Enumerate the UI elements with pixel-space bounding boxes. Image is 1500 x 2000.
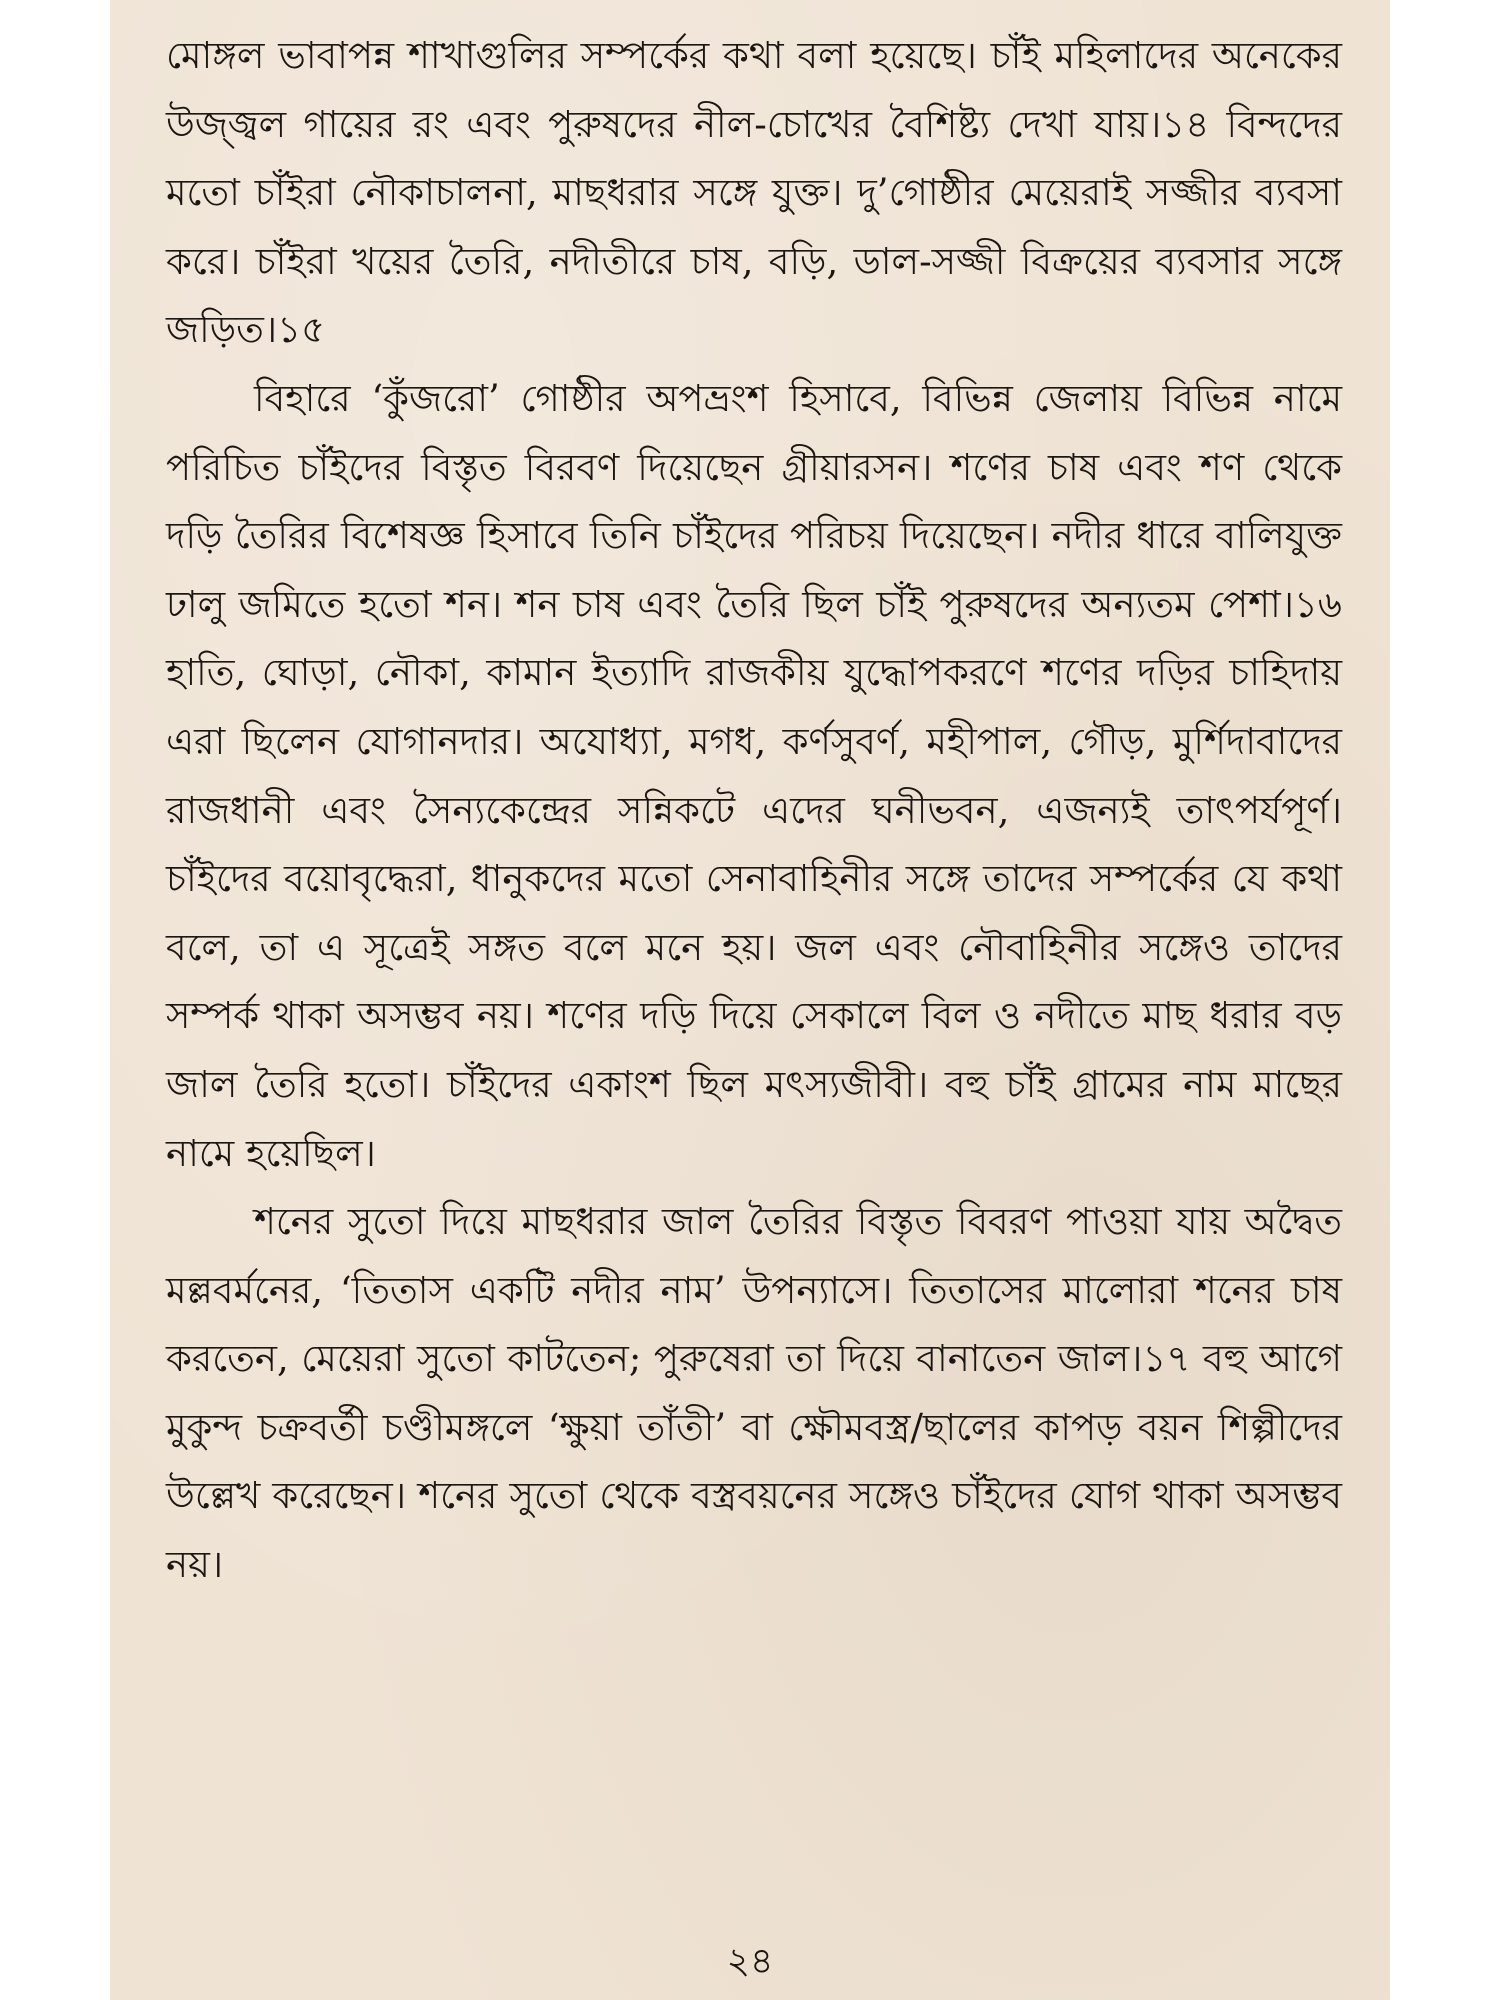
paragraph-2: বিহারে ‘কুঁজরো’ গোষ্ঠীর অপভ্রংশ হিসাবে, বিভিন্ন জেলায় বিভিন্ন নামে পরিচিত চাঁইদের বিস্তৃত বিরবণ দিয়েছেন গ্রীয়ারসন। শণের চাষ এবং শণ থেকে দড়ি তৈরির বিশেষজ্ঞ হিসাবে তিনি চাঁইদের পরিচয় দিয়েছেন। নদীর ধারে বালিযুক্ত ঢালু জমিতে হতো শন। শন চাষ এবং তৈরি ছিল চাঁই পুরুষদের অন্যতম পেশা।১৬ হাতি, ঘোড়া, নৌকা, কামান ইত্যাদি রাজকীয় যুদ্ধোপকরণে শণের দড়ির চাহিদায় এরা ছিলেন যোগানদার। অযোধ্যা, মগধ, কর্ণসুবর্ণ, মহীপাল, গৌড়, মুর্শিদাবাদের রাজধানী এবং সৈন্যকেন্দ্রের সন্নিকটে এদের ঘনীভবন, এজন্যই তাৎপর্যপূর্ণ। চাঁইদের বয়োবৃদ্ধেরা, ধানুকদের মতো সেনাবাহিনীর সঙ্গে তাদের সম্পর্কের যে কথা বলে, তা এ সূত্রেই সঙ্গত বলে মনে হয়। জল এবং নৌবাহিনীর সঙ্গেও তাদের সম্পর্ক থাকা অসম্ভব নয়। শণের দড়ি দিয়ে সেকালে বিল ও নদীতে মাছ ধরার বড় জাল তৈরি হতো। চাঁইদের একাংশ ছিল মৎস্যজীবী। বহু চাঁই গ্রামের নাম মাছের নামে হয়েছিল। [166, 376, 1342, 1175]
paragraph-1: মোঙ্গল ভাবাপন্ন শাখাগুলির সম্পর্কের কথা বলা হয়েছে। চাঁই মহিলাদের অনেকের উজ্জ্বল গায়ের রং এবং পুরুষদের নীল-চোখের বৈশিষ্ট্য দেখা যায়।১৪ বিন্দদের মতো চাঁইরা নৌকাচালনা, মাছধরার সঙ্গে যুক্ত। দু’গোষ্ঠীর মেয়েরাই সজ্জীর ব্যবসা করে। চাঁইরা খয়ের তৈরি, নদীতীরে চাষ, বড়ি, ডাল-সজ্জী বিক্রয়ের ব্যবসার সঙ্গে জড়িত।১৫ [166, 34, 1342, 352]
page-number: ২৪ [726, 1941, 774, 1982]
book-page [110, 0, 1390, 2000]
paragraph-3: শনের সুতো দিয়ে মাছধরার জাল তৈরির বিস্তৃত বিবরণ পাওয়া যায় অদ্বৈত মল্লবর্মনের, ‘তিতাস একটি নদীর নাম’ উপন্যাসে। তিতাসের মালোরা শনের চাষ করতেন, মেয়েরা সুতো কাটতেন; পুরুষেরা তা দিয়ে বানাতেন জাল।১৭ বহু আগে মুকুন্দ চক্রবর্তী চণ্ডীমঙ্গলে ‘ক্ষুয়া তাঁতী’ বা ক্ষৌমবস্ত্র/ছালের কাপড় বয়ন শিল্পীদের উল্লেখ করেছেন। শনের সুতো থেকে বস্ত্রবয়নের সঙ্গেও চাঁইদের যোগ থাকা অসম্ভব নয়। [166, 1200, 1342, 1587]
body-text [166, 22, 1342, 1600]
